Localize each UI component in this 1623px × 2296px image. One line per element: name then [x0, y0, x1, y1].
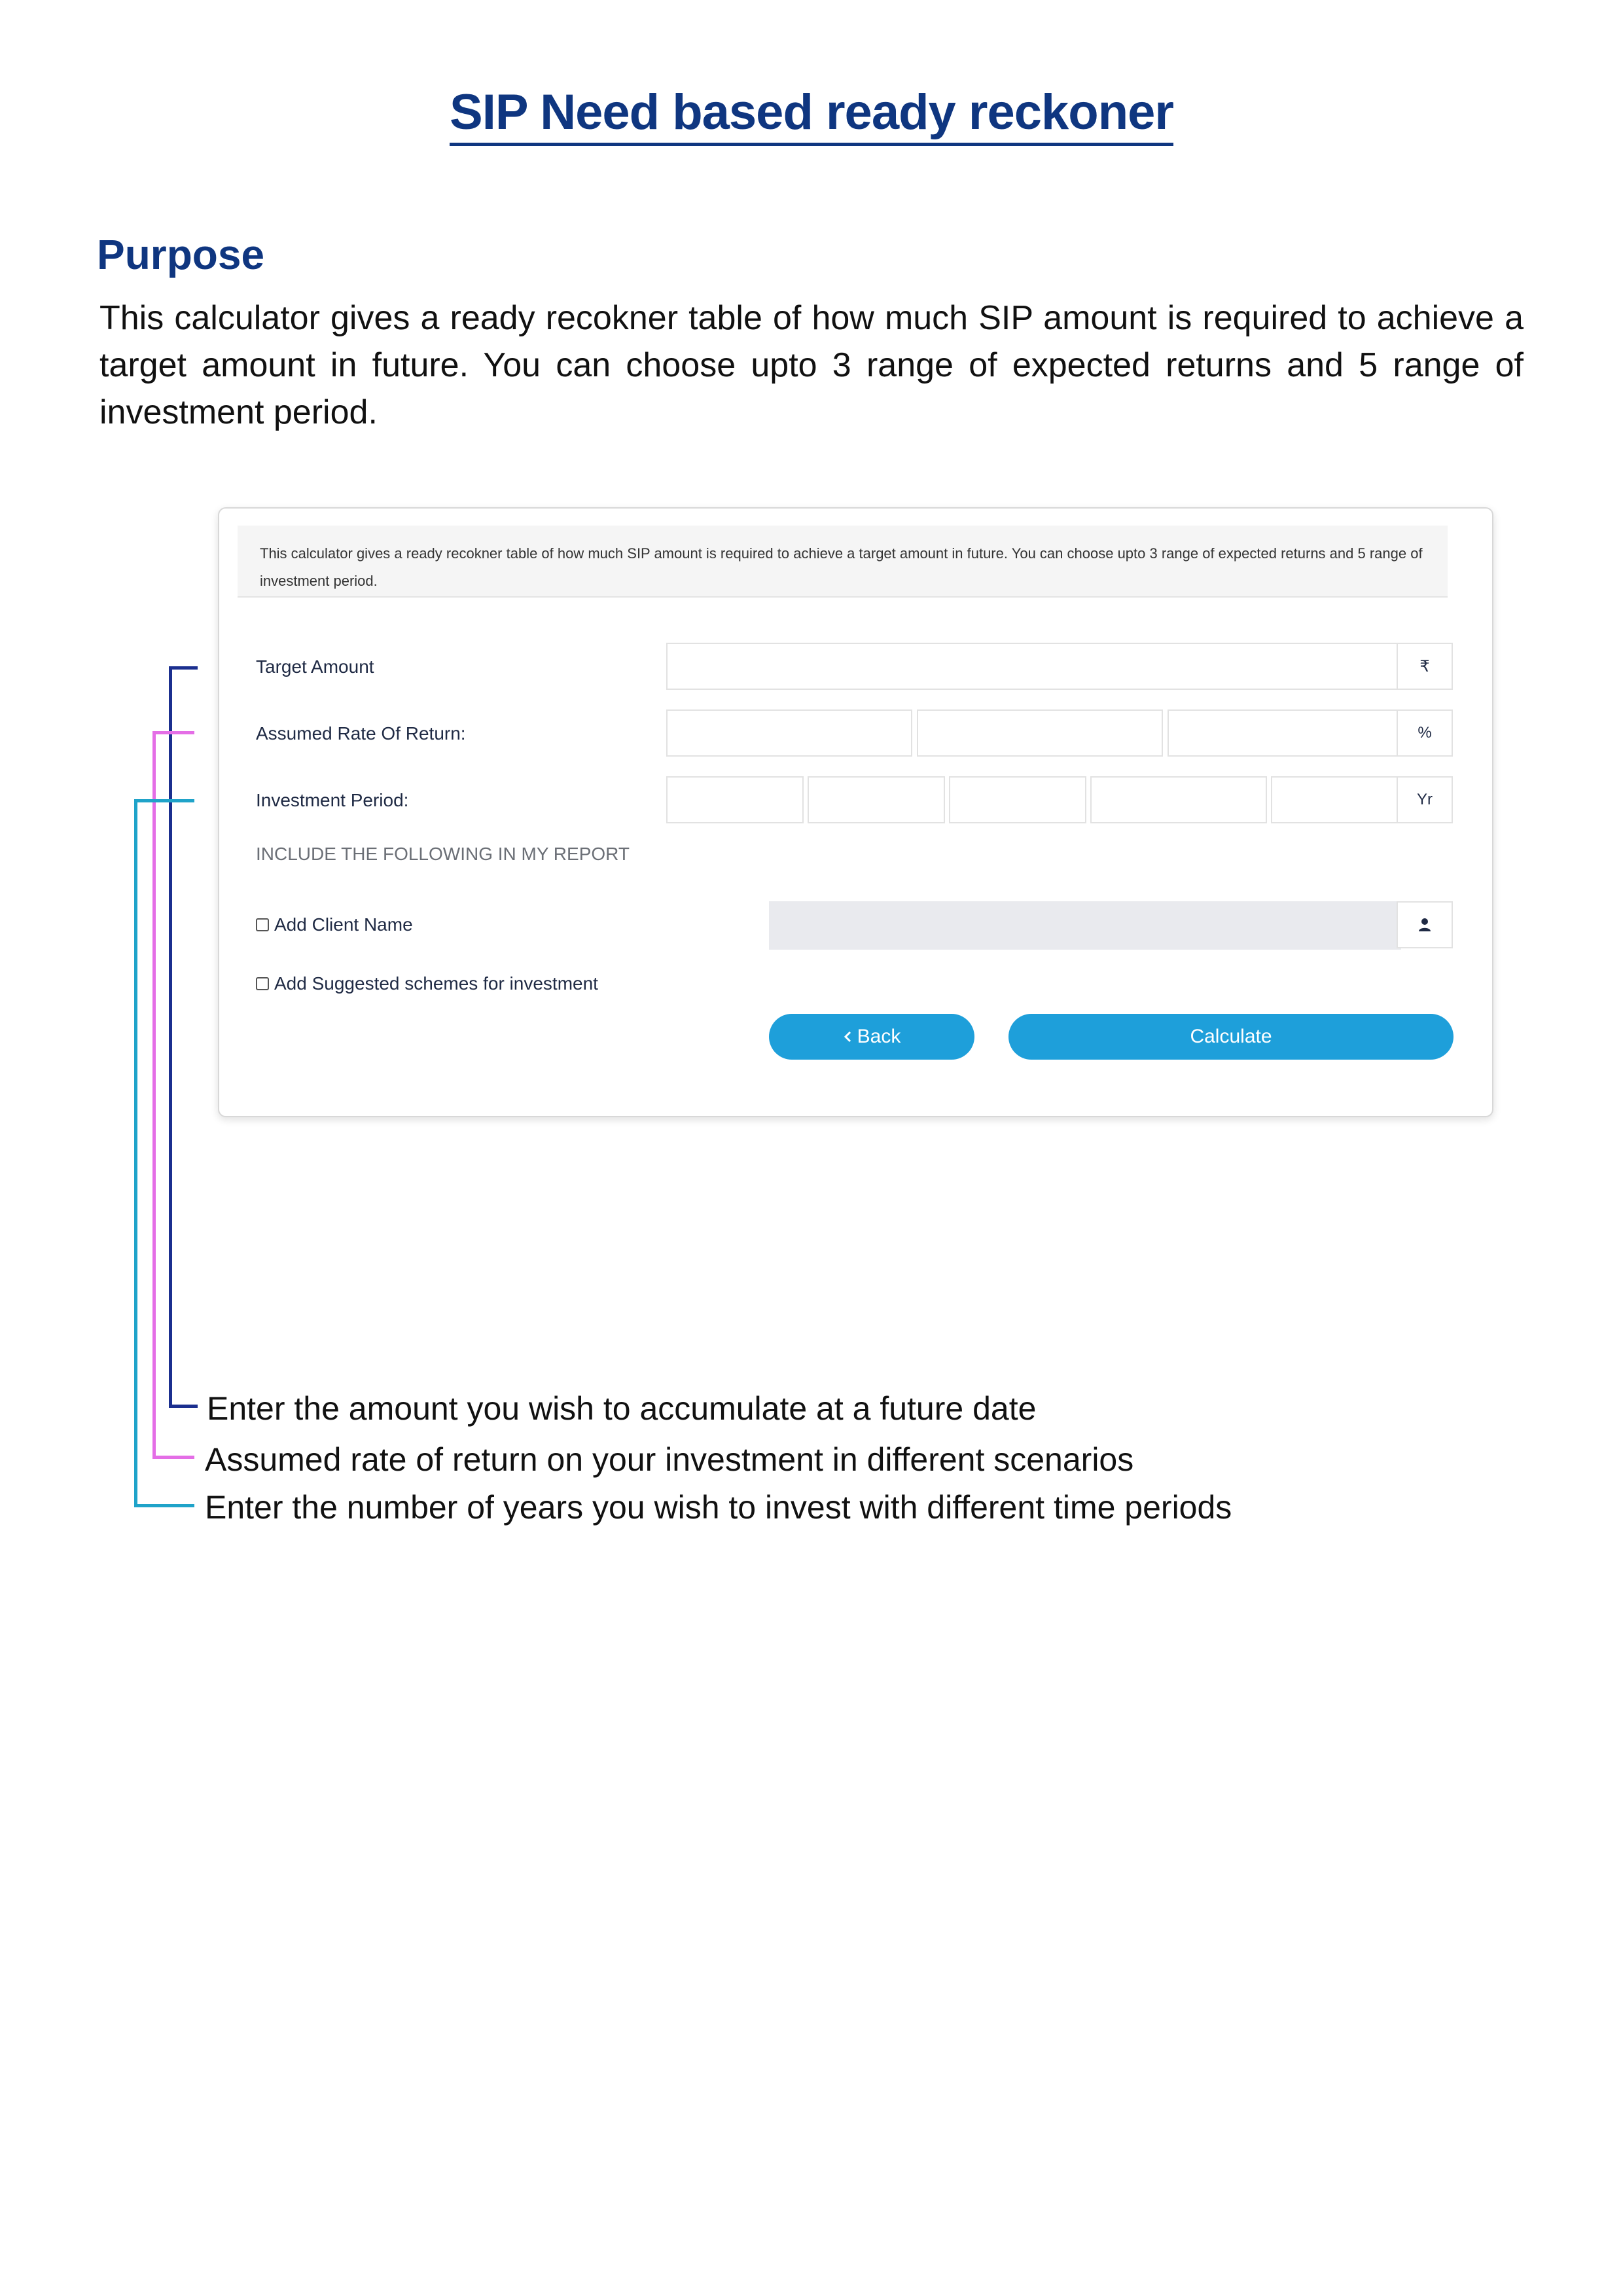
client-name-input[interactable]	[769, 901, 1401, 950]
purpose-text: This calculator gives a ready recokner table of how much SIP amount is required to achieve a target amount in future. You can choose upto 3 range of expected returns and 5 range of investment period.	[99, 299, 1524, 431]
add-client-name-row[interactable]	[256, 914, 413, 935]
calculator-card	[218, 507, 1493, 1117]
user-icon-button[interactable]	[1397, 901, 1453, 948]
rate-of-return-label: Assumed Rate Of Return:	[256, 723, 466, 744]
back-button-label: Back	[857, 1026, 901, 1047]
rate-of-return-note: Assumed rate of return on your investment in different scenarios	[205, 1441, 1134, 1478]
include-heading: INCLUDE THE FOLLOWING IN MY REPORT	[256, 844, 630, 864]
add-schemes-row[interactable]	[256, 973, 598, 994]
purpose-heading: Purpose	[97, 231, 265, 278]
calculator-notice: This calculator gives a ready recokner table of how much SIP amount is required to achieve a target amount in future. You can choose upto 3 range of expected returns and 5 range of investment period.	[238, 526, 1448, 598]
investment-period-label: Investment Period:	[256, 790, 409, 810]
chevron-left-icon	[843, 1031, 853, 1043]
page-title-text: SIP Need based ready reckoner	[450, 84, 1173, 146]
investment-period-input-1[interactable]	[666, 776, 804, 823]
add-client-name-checkbox[interactable]	[256, 918, 269, 931]
rate-of-return-input-3[interactable]	[1168, 709, 1399, 757]
investment-period-bracket	[134, 799, 194, 1507]
add-client-name-label: Add Client Name	[274, 914, 413, 935]
page-title	[0, 84, 1623, 141]
rupee-icon: ₹	[1397, 643, 1453, 690]
target-amount-input[interactable]	[666, 643, 1399, 690]
back-button[interactable]	[769, 1014, 974, 1060]
investment-period-input-2[interactable]	[808, 776, 945, 823]
user-icon	[1417, 917, 1433, 933]
rate-of-return-input-1[interactable]	[666, 709, 912, 757]
year-icon: Yr	[1397, 776, 1453, 823]
calculate-button[interactable]	[1008, 1014, 1454, 1060]
investment-period-note: Enter the number of years you wish to invest with different time periods	[205, 1489, 1232, 1526]
percent-icon: %	[1397, 709, 1453, 757]
add-schemes-checkbox[interactable]	[256, 977, 269, 990]
rate-of-return-input-2[interactable]	[917, 709, 1163, 757]
calculate-button-label: Calculate	[1190, 1026, 1272, 1047]
target-amount-note: Enter the amount you wish to accumulate at a future date	[207, 1390, 1037, 1427]
add-schemes-label: Add Suggested schemes for investment	[274, 973, 598, 994]
investment-period-input-3[interactable]	[949, 776, 1086, 823]
target-amount-label: Target Amount	[256, 656, 374, 677]
investment-period-input-5[interactable]	[1271, 776, 1399, 823]
investment-period-input-4[interactable]	[1090, 776, 1267, 823]
